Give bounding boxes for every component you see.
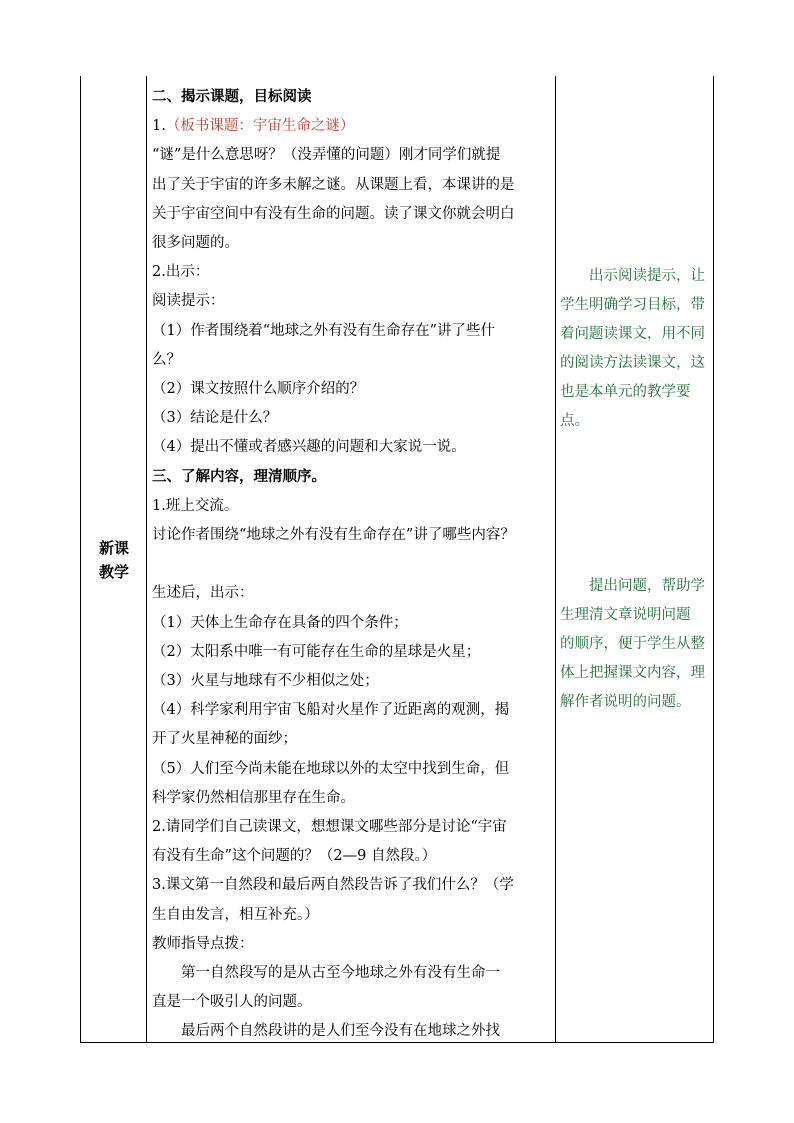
content-line: （1）天体上生命存在具备的四个条件； [152,614,408,631]
content-line: 生自由发言，相互补充。） [152,906,319,923]
content-line: 有没有生命”这个问题的？（2—9 自然段。） [152,848,437,865]
content-line: （1）作者围绕着“地球之外有没有生命存在”讲了些什 [152,322,496,339]
note-line: 提出问题，帮助学 [560,578,705,594]
content-line: 直是一个吸引人的问题。 [152,994,312,1011]
content-line: （2）课文按照什么顺序介绍的？ [152,381,365,397]
content-line: “谜”是什么意思呀？（没弄懂的问题）刚才同学们就提 [152,147,501,164]
content-line: 最后两个自然段讲的是人们至今没有在地球之外找 [152,1023,500,1040]
content-line: （3）结论是什么？ [152,410,278,427]
item-number: 1. [152,118,166,135]
section-label-line2: 教学 [98,563,129,581]
table-divider-1 [146,76,147,1043]
content-line: 3.课文第一自然段和最后两自然段告诉了我们什么？（学 [152,877,514,894]
teaching-note-1 [560,262,712,436]
content-line: 2.请同学们自己读课文，想想课文哪些部分是讨论“宇宙 [152,819,507,835]
table-border-left [80,76,81,1043]
section-label [82,536,146,584]
content-line: （4）提出不懂或者感兴趣的问题和大家说一说。 [152,439,466,456]
table-divider-2 [555,76,556,1043]
section-label-line1: 新课 [98,539,129,557]
content-line: 讨论作者围绕“地球之外有没有生命存在”讲了哪些内容？ [152,527,515,543]
content-line: 很多问题的。 [152,235,239,251]
content-line: 么？ [152,351,181,368]
note-line: 生理清文章说明问题 [560,607,691,623]
content-line: 科学家仍然相信那里存在生命。 [152,789,355,806]
note-line: 解作者说明的问题。 [560,694,691,710]
note-line: 也是本单元的教学要 [560,384,691,400]
content-line: （4）科学家利用宇宙飞船对火星作了近距离的观测，揭 [152,702,510,719]
note-line: 学生明确学习目标，带 [560,297,705,313]
content-line: 1.班上交流。 [152,497,239,514]
content-line: （2）太阳系中唯一有可能存在生命的星球是火星； [152,643,481,660]
content-line [152,115,552,137]
note-line: 的阅读方法读课文，这 [560,355,705,371]
note-line: 着问题读课文，用不同 [560,326,705,342]
note-line: 体上把握课文内容，理 [560,665,705,681]
note-line: 点。 [560,413,589,429]
content-line: （5）人们至今尚未能在地球以外的太空中找到生命，但 [152,760,510,777]
board-title-note: （板书课题：宇宙生命之谜） [165,118,355,135]
content-line: 生述后，出示： [152,585,254,602]
content-line: 二、揭示课题，目标阅读 [152,88,312,105]
content-line: 第一自然段写的是从古至今地球之外有没有生命一 [152,965,500,981]
content-line: 2.出示： [152,264,210,281]
content-line: 教师指导点拨： [152,935,254,952]
content-line: 开了火星神秘的面纱； [152,731,297,748]
teaching-note-2 [560,572,712,717]
content-line: 关于宇宙空间中有没有生命的问题。读了课文你就会明白 [152,205,515,222]
content-line: 出了关于宇宙的许多未解之谜。从课题上看，本课讲的是 [152,176,515,193]
table-border-right [713,76,714,1043]
content-line: 阅读提示： [152,293,225,310]
content-line: （3）火星与地球有不少相似之处； [152,673,379,689]
note-line: 的顺序，便于学生从整 [560,636,705,652]
note-line: 出示阅读提示，让 [560,268,705,284]
content-line: 三、了解内容，理清顺序。 [152,467,326,485]
